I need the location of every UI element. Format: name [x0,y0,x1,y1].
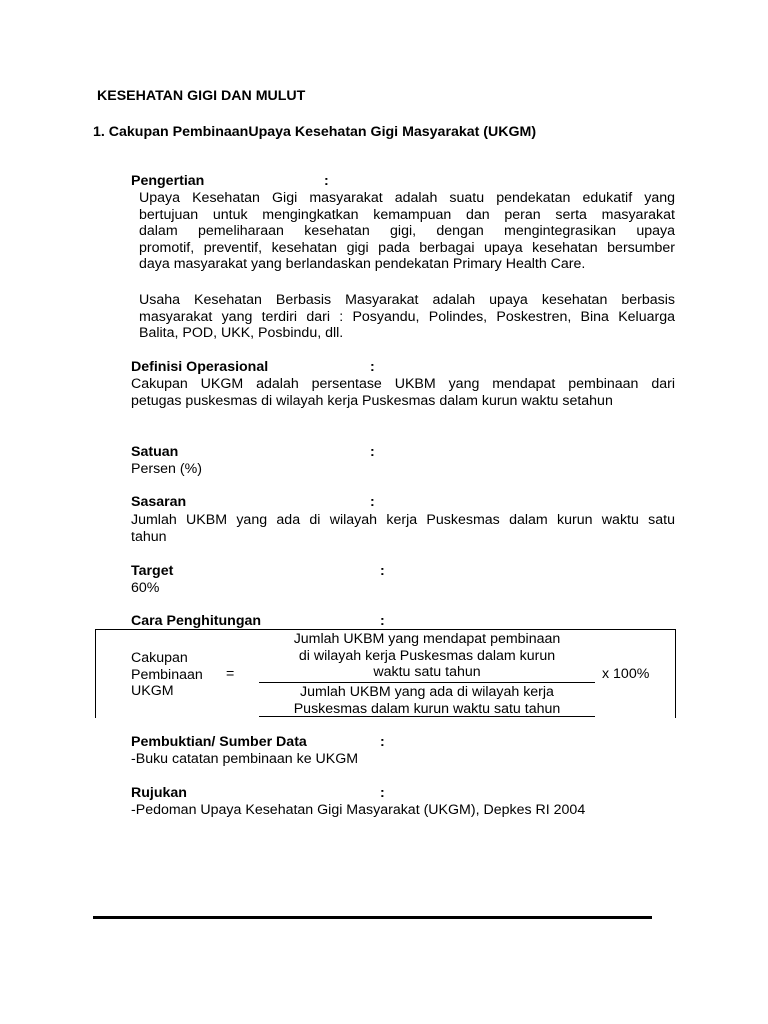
text-line: tahun [131,528,167,545]
text-line: Pembinaan [131,666,203,683]
text-line: Cakupan [131,650,188,666]
pengertian-label: Pengertian [131,173,205,189]
sasaran-label: Sasaran [131,494,187,510]
text-line: bertujuan untuk mengingkatkan kemampuan dan peran serta masyarakat [139,206,675,223]
rujukan-colon: : [380,785,385,801]
pembuktian-value: -Buku catatan pembinaan ke UKGM [131,751,359,767]
text-line: Balita, POD, UKK, Posbindu, dll. [139,325,344,341]
pembuktian-colon: : [380,734,385,750]
section-title: 1. Cakupan PembinaanUpaya Kesehatan Gigi Masyarakat (UKGM) [93,124,537,140]
document-heading: KESEHATAN GIGI DAN MULUT [97,88,306,104]
text-line: Jumlah UKBM yang mendapat pembinaan [293,631,561,647]
text-line: UKGM [131,683,174,699]
target-value: 60% [131,580,160,596]
text-line: Jumlah UKBM yang ada di wilayah kerja [300,684,554,700]
text-line: Puskesmas dalam kurun waktu satu tahun [293,700,561,717]
multiplier: x 100% [602,666,650,682]
rujukan-value: -Pedoman Upaya Kesehatan Gigi Masyarakat (UKGM), Depkes RI 2004 [131,802,586,818]
pengertian-paragraph-2 [139,292,675,342]
text-line: promotif, preventif, kesehatan gigi pada berbagai upaya kesehatan bersumber [139,239,675,256]
target-label: Target [131,563,174,579]
cara-label: Cara Penghitungan [131,613,262,629]
definisi-label: Definisi Operasional [131,359,269,375]
text-line: waktu satu tahun [373,664,481,680]
fraction-line [259,682,595,683]
rujukan-label: Rujukan [131,785,187,801]
text-line: di wilayah kerja Puskesmas dalam kurun [298,647,556,664]
formula-left-label [131,650,203,700]
pengertian-colon: : [324,173,329,189]
denominator-underline [259,716,595,717]
definisi-colon: : [370,359,375,375]
footer-rule [93,916,652,919]
equals-sign: = [226,666,235,682]
satuan-colon: : [370,444,375,460]
formula-numerator [259,631,595,681]
cara-colon: : [380,613,385,629]
text-line: dalam pemeliharaan kesehatan gigi, dengan mengintegrasikan upaya [139,223,675,239]
definisi-text [131,376,675,409]
satuan-label: Satuan [131,444,179,460]
text-line: Upaya Kesehatan Gigi masyarakat adalah suatu pendekatan edukatif yang [139,190,675,206]
target-colon: : [380,563,385,579]
text-line: Cakupan UKGM adalah persentase UKBM yang mendapat pembinaan dari [131,376,675,392]
sasaran-text [131,512,675,545]
text-line: Usaha Kesehatan Berbasis Masyarakat adalah upaya kesehatan berbasis [139,292,675,308]
pengertian-paragraph-1 [139,190,675,273]
satuan-value: Persen (%) [131,461,202,477]
sasaran-colon: : [370,494,375,510]
formula-denominator [259,684,595,717]
text-line: Jumlah UKBM yang ada di wilayah kerja Puskesmas dalam kurun waktu satu [131,512,675,528]
text-line: masyarakat yang terdiri dari : Posyandu, Polindes, Poskestren, Bina Keluarga [139,308,675,325]
text-line: petugas puskesmas di wilayah kerja Puskesmas dalam kurun waktu setahun [131,392,613,409]
pembuktian-label: Pembuktian/ Sumber Data [131,734,307,750]
text-line: daya masyarakat yang berlandaskan pendekatan Primary Health Care. [139,256,586,272]
